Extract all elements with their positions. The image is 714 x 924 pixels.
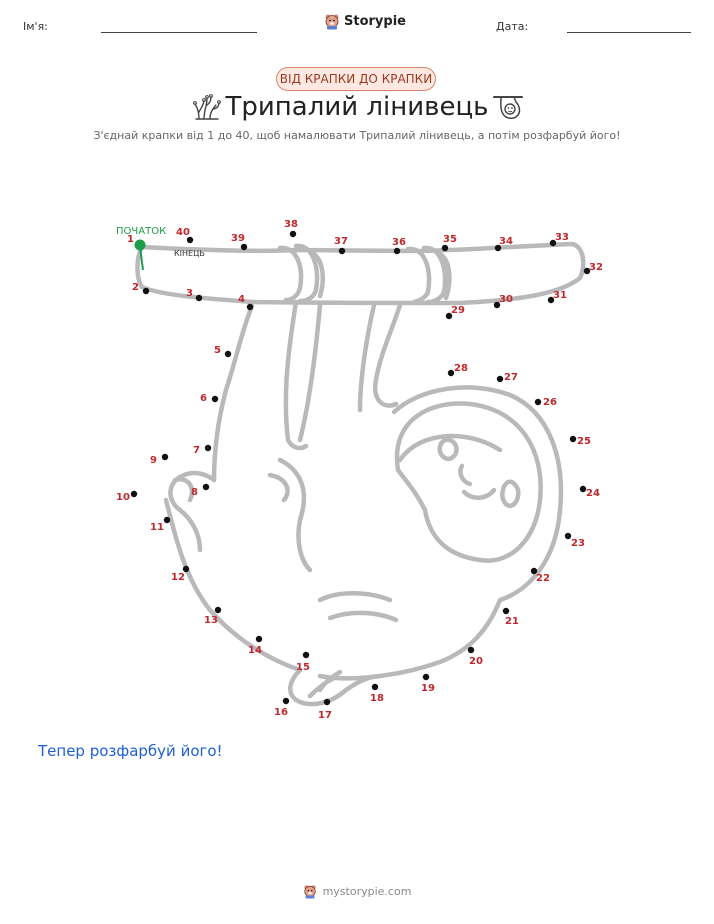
- dot-9: [162, 454, 168, 460]
- dot-13: [215, 607, 221, 613]
- num-label-15: 15: [296, 662, 310, 673]
- num-label-35: 35: [443, 234, 457, 245]
- num-label-13: 13: [204, 615, 218, 626]
- num-label-12: 12: [171, 572, 185, 583]
- start-label: ПОЧАТОК: [116, 226, 167, 237]
- num-label-16: 16: [274, 707, 288, 718]
- num-label-8: 8: [191, 487, 198, 498]
- num-label-4: 4: [238, 294, 245, 305]
- end-label: КІНЕЦЬ: [174, 249, 205, 258]
- num-label-37: 37: [334, 236, 348, 247]
- num-label-28: 28: [454, 363, 468, 374]
- dot-19: [423, 674, 429, 680]
- num-label-30: 30: [499, 294, 513, 305]
- num-label-36: 36: [392, 237, 406, 248]
- bear-logo-icon: [303, 884, 317, 899]
- num-label-39: 39: [231, 233, 245, 244]
- num-label-25: 25: [577, 436, 591, 447]
- num-label-1: 1: [127, 234, 134, 245]
- dot-26: [535, 399, 541, 405]
- dot-16: [283, 698, 289, 704]
- dot-15: [303, 652, 309, 658]
- name-label: Ім'я:: [23, 20, 48, 33]
- num-label-7: 7: [193, 445, 200, 456]
- dot-36: [394, 248, 400, 254]
- dot-20: [468, 647, 474, 653]
- num-label-17: 17: [318, 710, 332, 721]
- color-prompt: Тепер розфарбуй його!: [38, 742, 223, 760]
- dot-37: [339, 248, 345, 254]
- dot-14: [256, 636, 262, 642]
- dot-8: [203, 484, 209, 490]
- dot-2: [143, 288, 149, 294]
- brand-name: Storypie: [344, 14, 406, 29]
- num-label-18: 18: [370, 693, 384, 704]
- dot-25: [570, 436, 576, 442]
- num-label-33: 33: [555, 232, 569, 243]
- dot-18: [372, 684, 378, 690]
- num-label-26: 26: [543, 397, 557, 408]
- dot-21: [503, 608, 509, 614]
- dot-35: [442, 245, 448, 251]
- num-label-23: 23: [571, 538, 585, 549]
- num-label-6: 6: [200, 393, 207, 404]
- dot-3: [196, 295, 202, 301]
- dot-39: [241, 244, 247, 250]
- num-label-29: 29: [451, 305, 465, 316]
- num-label-5: 5: [214, 345, 221, 356]
- dot-17: [324, 699, 330, 705]
- num-label-34: 34: [499, 236, 513, 247]
- num-label-20: 20: [469, 656, 483, 667]
- num-label-32: 32: [589, 262, 603, 273]
- num-label-31: 31: [553, 290, 567, 301]
- num-label-40: 40: [176, 227, 190, 238]
- num-label-19: 19: [421, 683, 435, 694]
- num-label-14: 14: [248, 645, 262, 656]
- dot-11: [164, 517, 170, 523]
- dot-38: [290, 231, 296, 237]
- num-label-24: 24: [586, 488, 600, 499]
- dot-4: [247, 304, 253, 310]
- activity-badge: ВІД КРАПКИ ДО КРАПКИ: [276, 67, 436, 91]
- num-label-27: 27: [504, 372, 518, 383]
- num-label-11: 11: [150, 522, 164, 533]
- num-label-9: 9: [150, 455, 157, 466]
- date-label: Дата:: [496, 20, 529, 33]
- footer: [0, 884, 714, 899]
- dot-10: [131, 491, 137, 497]
- num-label-10: 10: [116, 492, 130, 503]
- dot-7: [205, 445, 211, 451]
- num-label-2: 2: [132, 282, 139, 293]
- num-label-21: 21: [505, 616, 519, 627]
- dot-6: [212, 396, 218, 402]
- num-label-3: 3: [186, 288, 193, 299]
- sloth-outline: [138, 244, 584, 704]
- num-label-38: 38: [284, 219, 298, 230]
- instructions: З'єднай крапки від 1 до 40, щоб намалювати Трипалий лінивець, а потім розфарбуй його!: [93, 129, 621, 142]
- dot-27: [497, 376, 503, 382]
- page-title: Трипалий лінивець: [225, 92, 489, 122]
- num-label-22: 22: [536, 573, 550, 584]
- footer-site[interactable]: mystorypie.com: [322, 885, 412, 898]
- dot-5: [225, 351, 231, 357]
